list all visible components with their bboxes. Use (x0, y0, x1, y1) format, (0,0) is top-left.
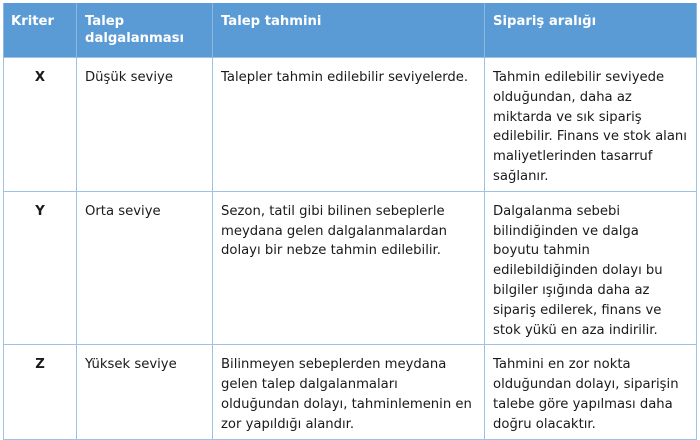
cell-dalgalanma: Düşük seviye (77, 58, 213, 192)
table-header-row (4, 3, 697, 58)
cell-dalgalanma: Orta seviye (77, 191, 213, 345)
cell-tahmin: Bilinmeyen sebeplerden meydana gelen talep dalgalanmaları olduğundan dolayı, tahminlemenin en zor yapıldığı alandır. (213, 345, 485, 440)
header-talep-dalgalanmasi: Talep dalgalanması (77, 3, 213, 58)
header-talep-tahmini: Talep tahmini (213, 3, 485, 58)
cell-dalgalanma: Yüksek seviye (77, 345, 213, 440)
header-siparis-araligi: Sipariş aralığı (485, 3, 697, 58)
cell-tahmin: Talepler tahmin edilebilir seviyelerde. (213, 58, 485, 192)
cell-aralik: Dalgalanma sebebi bilindiğinden ve dalga boyutu tahmin edilebildiğinden dolayı bu bilgiler ışığında daha az sipariş edilerek, finans ve stok yükü en aza indirilir. (485, 191, 697, 345)
table-row (4, 345, 697, 440)
cell-kriter: Z (4, 345, 77, 440)
criteria-table (3, 3, 697, 440)
header-kriter: Kriter (4, 3, 77, 58)
cell-kriter: Y (4, 191, 77, 345)
cell-kriter: X (4, 58, 77, 192)
cell-aralik: Tahmin edilebilir seviyede olduğundan, daha az miktarda ve sık sipariş edilebilir. Finans ve stok alanı maliyetlerinden tasarruf sağlanır. (485, 58, 697, 192)
table-row (4, 58, 697, 192)
cell-aralik: Tahmini en zor nokta olduğundan dolayı, siparişin talebe göre yapılması daha doğru olacaktır. (485, 345, 697, 440)
cell-tahmin: Sezon, tatil gibi bilinen sebeplerle meydana gelen dalgalanmalardan dolayı bir nebze tahmin edilebilir. (213, 191, 485, 345)
table-row (4, 191, 697, 345)
